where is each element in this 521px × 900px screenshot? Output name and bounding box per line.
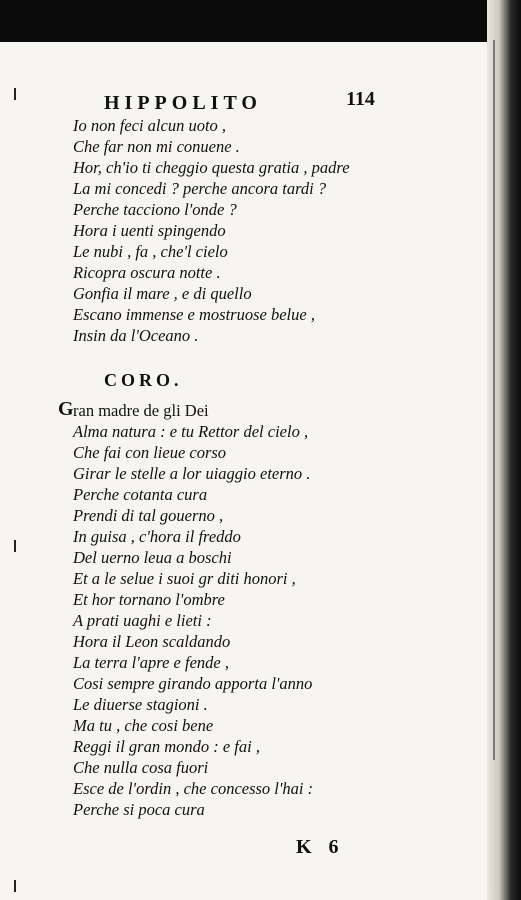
scan-top-shadow [0,0,521,42]
verse-line: La terra l'apre e fende , [73,653,229,672]
verse-line: Insin da l'Oceano . [73,326,199,345]
gutter-fold-line [493,40,495,760]
verse-line: Che far non mi conuene . [73,137,240,156]
margin-mark [14,88,16,100]
verse-line: Le nubi , fa , che'l cielo [73,242,228,261]
section-heading: CORO. [104,370,183,390]
verse-line: Gonfia il mare , e di quello [73,284,252,303]
verse-line: Del uerno leua a boschi [73,548,232,567]
verse-line: Hora il Leon scaldando [73,632,231,651]
verse-line: Cosi sempre girando apporta l'anno [73,674,313,693]
verse-line: Ma tu , che cosi bene [73,716,214,735]
drop-cap: G [58,398,74,420]
verse-line: Io non feci alcun uoto , [73,116,227,135]
verse-line: Hor, ch'io ti cheggio questa gratia , padre [73,158,350,177]
verse-line: Hora i uenti spingendo [73,221,226,240]
verse-line: Ricopra oscura notte . [73,263,221,282]
printer-signature: K 6 [296,836,345,858]
verse-line: Alma natura : e tu Rettor del cielo , [73,422,309,441]
verse-line: In guisa , c'hora il freddo [73,527,241,546]
verse-line: Et a le selue i suoi gr diti honori , [73,569,296,588]
verse-line: Perche si poca cura [73,800,205,819]
verse-line: Perche cotanta cura [73,485,208,504]
verse-line: Le diuerse stagioni . [73,695,208,714]
verse-line: Esce de l'ordin , che concesso l'hai : [73,779,314,798]
running-head: HIPPOLITO [104,92,262,114]
verse-line: Reggi il gran mondo : e fai , [73,737,260,756]
verse-line: La mi concedi ? perche ancora tardi ? [73,179,327,198]
verse-line: Et hor tornano l'ombre [73,590,225,609]
verse-line: A prati uaghi e lieti : [73,611,212,630]
page-number: 114 [346,88,375,110]
verse-line: Perche tacciono l'onde ? [73,200,237,219]
verse-line: Che fai con lieue corso [73,443,227,462]
verse-line: Escano immense e mostruose belue , [73,305,315,324]
margin-mark [14,880,16,892]
verse-line: Girar le stelle a lor uiaggio eterno . [73,464,311,483]
verse-line: Che nulla cosa fuori [73,758,209,777]
margin-mark [14,540,16,552]
verse-line: Prendi di tal gouerno , [73,506,224,525]
verse-line-first: ran madre de gli Dei [73,401,209,420]
